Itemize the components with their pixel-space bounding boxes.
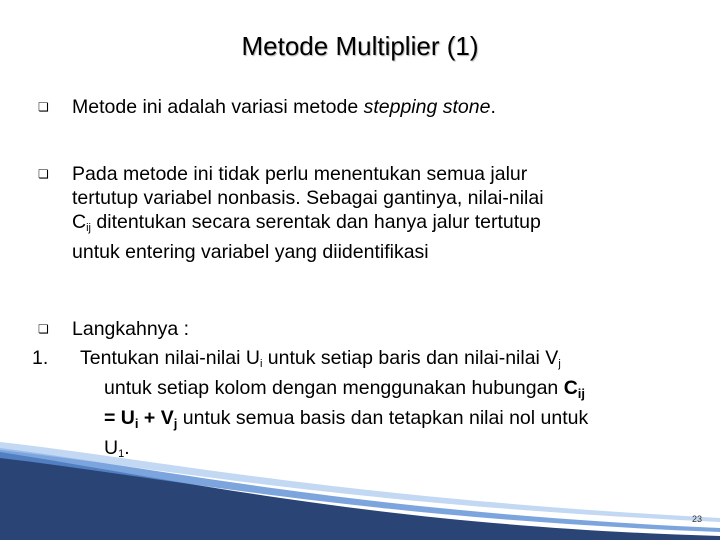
bullet-text-part: Metode ini adalah variasi metode (72, 96, 364, 118)
step-text-part: untuk setiap baris dan nilai-nilai V (262, 347, 559, 369)
step-line (104, 406, 646, 436)
checkbox-bullet-icon: ❏ (38, 167, 49, 181)
symbol-u: U (104, 437, 119, 459)
checkbox-bullet-icon: ❏ (38, 100, 49, 114)
subscript-j: j (558, 358, 561, 370)
symbol-c: C (72, 211, 87, 233)
subscript-i-bold: i (134, 416, 139, 431)
step-text-part: untuk semua basis dan tetapkan nilai nol untuk (177, 407, 589, 429)
bullet-line: tertutup variabel nonbasis. Sebagai gantinya, nilai-nilai (72, 187, 544, 209)
equation-part: + V (138, 407, 174, 429)
subscript-ij: ij (86, 222, 91, 234)
equation-part: = U (104, 407, 135, 429)
step-line (80, 346, 646, 376)
bullet-text-2 (72, 162, 678, 264)
subscript-1: 1 (118, 448, 125, 460)
symbol-c-bold: C (563, 377, 578, 399)
step-line (104, 376, 646, 406)
step-continuation (80, 376, 646, 466)
bullet-text-part: . (490, 96, 496, 118)
step-text-part: . (124, 437, 130, 459)
bullet-text-3: Langkahnya : (72, 318, 190, 340)
italic-term: stepping stone (363, 96, 491, 118)
checkbox-bullet-icon: ❏ (38, 322, 49, 336)
bullet-line (72, 210, 678, 240)
slide-title: Metode Multiplier (1) (241, 31, 479, 61)
step-line (104, 436, 646, 466)
step-text-part: Tentukan nilai-nilai U (80, 347, 260, 369)
bullet-line: untuk entering variabel yang diidentifikasi (72, 241, 429, 263)
bullet-text-1 (72, 95, 678, 119)
step-number: 1. (32, 347, 49, 369)
subscript-i: i (259, 358, 263, 370)
subscript-j-bold: j (173, 416, 178, 431)
page-number: 23 (691, 514, 702, 524)
step-text-part: untuk setiap kolom dengan menggunakan hubungan (104, 377, 564, 399)
bullet-text-part: ditentukan secara serentak dan hanya jalur tertutup (90, 211, 541, 233)
bullet-line: Pada metode ini tidak perlu menentukan semua jalur (72, 163, 528, 185)
subscript-ij-bold: ij (577, 386, 586, 401)
step-text (80, 346, 646, 466)
